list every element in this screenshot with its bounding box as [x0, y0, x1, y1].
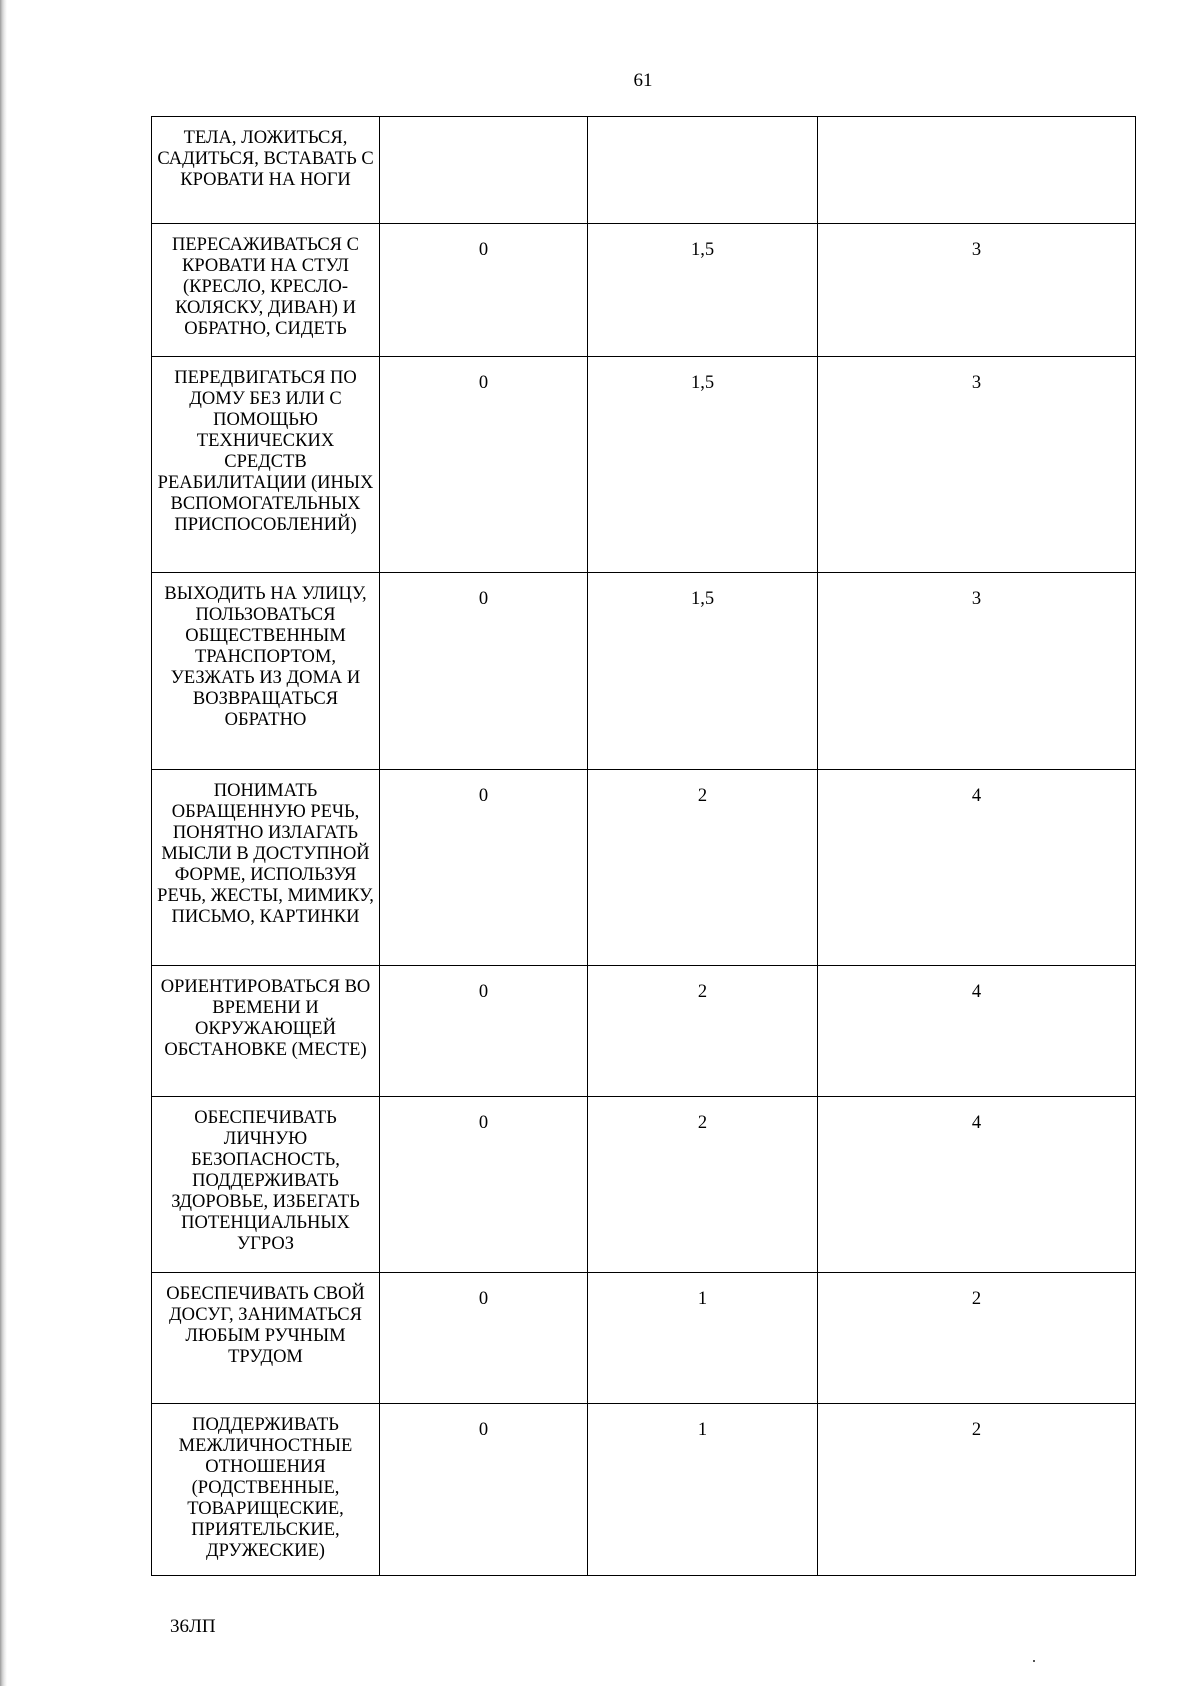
table-row — [152, 117, 1136, 224]
activity-label: ТЕЛА, ЛОЖИТЬСЯ, САДИТЬСЯ, ВСТАВАТЬ С КРОВАТИ НА НОГИ — [152, 117, 380, 224]
activity-score-table — [151, 116, 1136, 1576]
document-code: 36ЛП — [170, 1616, 216, 1637]
activity-label: ОБЕСПЕЧИВАТЬ СВОЙ ДОСУГ, ЗАНИМАТЬСЯ ЛЮБЫМ РУЧНЫМ ТРУДОМ — [152, 1273, 380, 1404]
table-row — [152, 1273, 1136, 1404]
score-cell: 3 — [818, 357, 1136, 573]
activity-label: ПОДДЕРЖИВАТЬ МЕЖЛИЧНОСТНЫЕ ОТНОШЕНИЯ (РОДСТВЕННЫЕ, ТОВАРИЩЕСКИЕ, ПРИЯТЕЛЬСКИЕ, ДРУЖЕСКИЕ) — [152, 1404, 380, 1576]
score-cell: 0 — [380, 1273, 588, 1404]
activity-label: ПЕРЕДВИГАТЬСЯ ПО ДОМУ БЕЗ ИЛИ С ПОМОЩЬЮ ТЕХНИЧЕСКИХ СРЕДСТВ РЕАБИЛИТАЦИИ (ИНЫХ ВСПОМОГАТЕЛЬНЫХ ПРИСПОСОБЛЕНИЙ) — [152, 357, 380, 573]
activity-label: ВЫХОДИТЬ НА УЛИЦУ, ПОЛЬЗОВАТЬСЯ ОБЩЕСТВЕННЫМ ТРАНСПОРТОМ, УЕЗЖАТЬ ИЗ ДОМА И ВОЗВРАЩАТЬСЯ ОБРАТНО — [152, 573, 380, 770]
score-cell — [588, 117, 818, 224]
score-cell: 0 — [380, 224, 588, 357]
score-cell: 1 — [588, 1404, 818, 1576]
table-row — [152, 1097, 1136, 1273]
score-cell: 0 — [380, 573, 588, 770]
score-cell: 0 — [380, 770, 588, 966]
table-row — [152, 966, 1136, 1097]
score-cell: 0 — [380, 1404, 588, 1576]
activity-label: ОРИЕНТИРОВАТЬСЯ ВО ВРЕМЕНИ И ОКРУЖАЮЩЕЙ ОБСТАНОВКЕ (МЕСТЕ) — [152, 966, 380, 1097]
score-cell: 2 — [588, 1097, 818, 1273]
scan-edge-shadow — [0, 0, 7, 1686]
score-cell: 1 — [588, 1273, 818, 1404]
score-cell: 0 — [380, 1097, 588, 1273]
score-cell: 0 — [380, 357, 588, 573]
table-row — [152, 357, 1136, 573]
score-cell — [818, 117, 1136, 224]
score-cell: 2 — [588, 966, 818, 1097]
activity-label: ПОНИМАТЬ ОБРАЩЕННУЮ РЕЧЬ, ПОНЯТНО ИЗЛАГАТЬ МЫСЛИ В ДОСТУПНОЙ ФОРМЕ, ИСПОЛЬЗУЯ РЕЧЬ, ЖЕСТЫ, МИМИКУ, ПИСЬМО, КАРТИНКИ — [152, 770, 380, 966]
activity-label: ПЕРЕСАЖИВАТЬСЯ С КРОВАТИ НА СТУЛ (КРЕСЛО, КРЕСЛО-КОЛЯСКУ, ДИВАН) И ОБРАТНО, СИДЕТЬ — [152, 224, 380, 357]
score-cell: 2 — [588, 770, 818, 966]
score-cell: 3 — [818, 224, 1136, 357]
page-number: 61 — [633, 70, 653, 91]
table-row — [152, 573, 1136, 770]
score-cell: 4 — [818, 966, 1136, 1097]
score-cell — [380, 117, 588, 224]
table-row — [152, 224, 1136, 357]
score-cell: 1,5 — [588, 573, 818, 770]
score-cell: 4 — [818, 1097, 1136, 1273]
activity-label: ОБЕСПЕЧИВАТЬ ЛИЧНУЮ БЕЗОПАСНОСТЬ, ПОДДЕРЖИВАТЬ ЗДОРОВЬЕ, ИЗБЕГАТЬ ПОТЕНЦИАЛЬНЫХ УГРОЗ — [152, 1097, 380, 1273]
score-cell: 3 — [818, 573, 1136, 770]
score-cell: 2 — [818, 1404, 1136, 1576]
score-cell: 0 — [380, 966, 588, 1097]
table-row — [152, 1404, 1136, 1576]
score-cell: 1,5 — [588, 357, 818, 573]
table-row — [152, 770, 1136, 966]
scan-speck — [1033, 1660, 1035, 1662]
score-cell: 4 — [818, 770, 1136, 966]
score-cell: 2 — [818, 1273, 1136, 1404]
score-cell: 1,5 — [588, 224, 818, 357]
